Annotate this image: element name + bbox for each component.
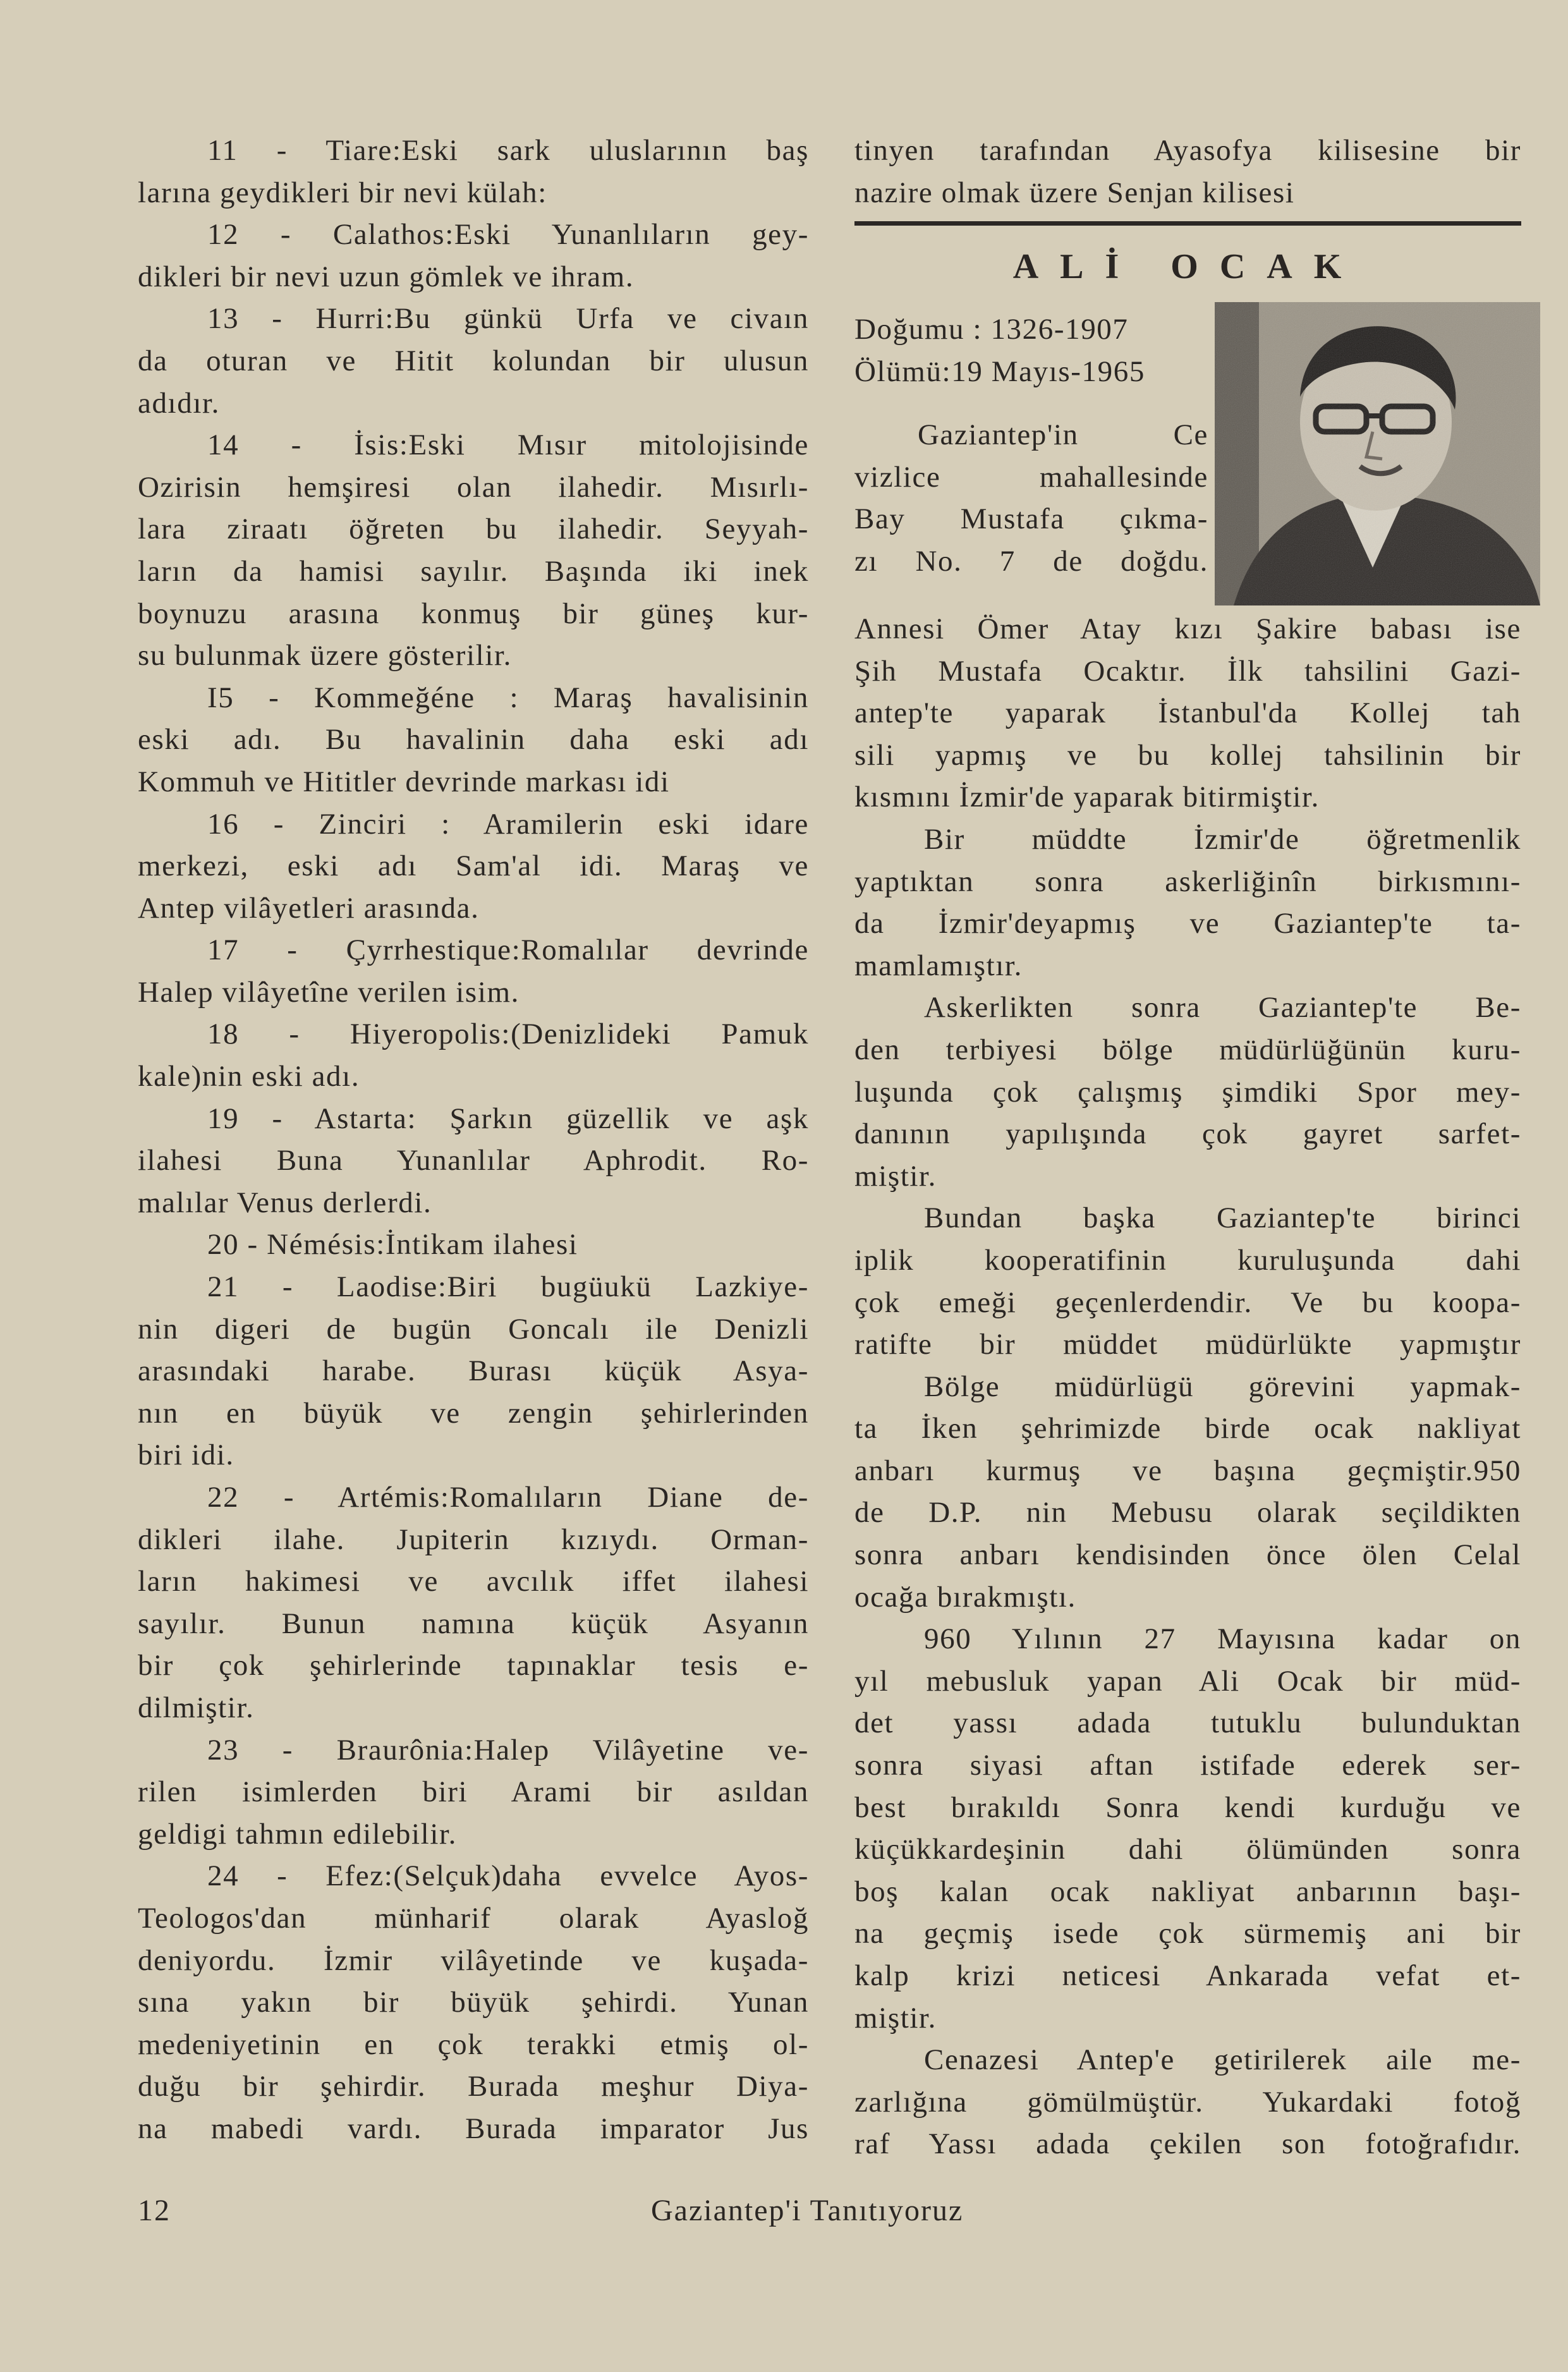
text-line: tinyen tarafından Ayasofya kilisesine bir [854, 134, 1521, 167]
text-line: boş kalan ocak nakliyat anbarının başı- [854, 1875, 1521, 1908]
portrait-photo [1215, 302, 1540, 605]
text-line: ratifte bir müddet müdürlükte yapmıştır [854, 1328, 1521, 1361]
text-line: Annesi Ömer Atay kızı Şakire babası ise [854, 612, 1521, 645]
text-line: deniyordu. İzmir vilâyetinde ve kuşada- [138, 1943, 809, 1977]
text-line: geldigi tahmın edilebilir. [138, 1817, 457, 1851]
text-line: 12 - Calathos:Eski Yunanlıların gey- [207, 218, 809, 252]
text-line: 16 - Zinciri : Aramilerin eski idare [207, 807, 809, 841]
section-divider [854, 221, 1521, 226]
text-line: ların da hamisi sayılır. Başında iki inek [138, 554, 809, 588]
text-line: yıl mebusluk yapan Ali Ocak bir müd- [854, 1664, 1521, 1698]
text-line: de D.P. nin Mebusu olarak seçildikten [854, 1496, 1521, 1530]
text-line: iplik kooperatifinin kuruluşunda dahi [854, 1243, 1521, 1277]
text-line: kalp krizi neticesi Ankarada vefat et- [854, 1959, 1521, 1992]
text-line: den terbiyesi bölge müdürlüğünün kuru- [854, 1033, 1521, 1066]
text-line: dikleri ilahe. Jupiterin kızıydı. Orman- [138, 1523, 809, 1556]
text-line: 19 - Astarta: Şarkın güzellik ve aşk [207, 1102, 809, 1135]
text-line: best bırakıldı Sonra kendi kurduğu ve [854, 1791, 1521, 1824]
text-line: 21 - Laodise:Biri bugüukü Lazkiye- [207, 1270, 809, 1304]
death-date: Ölümü:19 Mayıs-1965 [854, 355, 1145, 388]
page-number: 12 [138, 2194, 171, 2227]
text-line: larına geydikleri bir nevi külah: [138, 176, 547, 209]
text-line: ocağa bırakmıştı. [854, 1580, 1076, 1614]
text-line: dikleri bir nevi uzun gömlek ve ihram. [138, 260, 635, 293]
text-line: 18 - Hiyeropolis:(Denizlideki Pamuk [207, 1018, 809, 1051]
text-line: 13 - Hurri:Bu günkü Urfa ve civaın [207, 302, 809, 336]
text-line: eski adı. Bu havalinin daha eski adı [138, 723, 809, 757]
text-line: Bay Mustafa çıkma- [854, 502, 1208, 536]
text-line: malılar Venus derlerdi. [138, 1186, 432, 1219]
text-line: 17 - Çyrrhestique:Romalılar devrinde [207, 934, 809, 967]
text-line: ların hakimesi ve avcılık iffet ilahesi [138, 1565, 809, 1598]
text-line: 23 - Braurônia:Halep Vilâyetine ve- [207, 1733, 809, 1767]
text-line: da oturan ve Hitit kolundan bir ulusun [138, 344, 809, 377]
text-line: ilahesi Buna Yunanlılar Aphrodit. Ro- [138, 1144, 809, 1177]
text-line: Bölge müdürlügü görevini yapmak- [924, 1370, 1521, 1403]
text-line: sonra siyasi aftan istifade ederek ser- [854, 1749, 1521, 1782]
text-line: zarlığına gömülmüştür. Yukardaki fotoğ [854, 2085, 1521, 2119]
text-line: 22 - Artémis:Romalıların Diane de- [207, 1481, 809, 1514]
text-line: nin digeri de bugün Goncalı ile Denizli [138, 1312, 809, 1346]
text-line: miştir. [854, 2001, 937, 2034]
text-line: küçükkardeşinin dahi ölümünden sonra [854, 1833, 1521, 1866]
text-line: Halep vilâyetîne verilen isim. [138, 975, 520, 1009]
text-line: Bundan başka Gaziantep'te birinci [924, 1201, 1521, 1235]
text-line: rilen isimlerden biri Arami bir asıldan [138, 1775, 809, 1809]
portrait-image [1215, 302, 1540, 605]
text-line: anbarı kurmuş ve başına geçmiştir.950 [854, 1454, 1521, 1487]
text-line: Cenazesi Antep'e getirilerek aile me- [924, 2043, 1521, 2077]
text-line: sonra anbarı kendisinden önce ölen Celal [854, 1538, 1521, 1572]
article-heading: ALİ OCAK [1012, 247, 1363, 286]
text-line: sili yapmış ve bu kollej tahsilinin bir [854, 738, 1521, 772]
text-line: 24 - Efez:(Selçuk)daha evvelce Ayos- [207, 1859, 809, 1893]
text-line: 14 - İsis:Eski Mısır mitolojisinde [207, 429, 809, 462]
text-line: merkezi, eski adı Sam'al idi. Maraş ve [138, 849, 809, 883]
text-line: bir çok şehirlerinde tapınaklar tesis e- [138, 1649, 809, 1682]
text-line: su bulunmak üzere gösterilir. [138, 639, 512, 672]
text-line: det yassı adada tutuklu bulunduktan [854, 1706, 1521, 1740]
text-line: sına yakın bir büyük şehirdi. Yunan [138, 1986, 809, 2019]
text-line: Antep vilâyetleri arasında. [138, 891, 480, 925]
text-line: çok emeği geçenlerdendir. Ve bu koopa- [854, 1286, 1521, 1319]
text-line: medeniyetinin en çok terakki etmiş ol- [138, 2028, 809, 2061]
birth-date: Doğumu : 1326-1907 [854, 313, 1129, 346]
text-line: na geçmiş isede çok sürmemiş ani bir [854, 1917, 1521, 1950]
text-line: kale)nin eski adı. [138, 1060, 360, 1093]
text-line: yaptıktan sonra askerliğinîn birkısmını- [854, 865, 1521, 898]
text-line: Askerlikten sonra Gaziantep'te Be- [924, 991, 1521, 1025]
text-line: mamlamıştır. [854, 949, 1023, 982]
text-line: miştir. [854, 1159, 937, 1193]
text-line: Bir müddte İzmir'de öğretmenlik [924, 822, 1521, 856]
text-line: nın en büyük ve zengin şehirlerinden [138, 1396, 809, 1430]
text-line: biri idi. [138, 1438, 234, 1472]
text-line: luşunda çok çalışmış şimdiki Spor mey- [854, 1075, 1521, 1109]
text-line: lara ziraatı öğreten bu ilahedir. Seyyah- [138, 513, 809, 546]
bio-box [854, 308, 1208, 583]
right-column-bio-text [854, 608, 1521, 2165]
text-line: 20 - Némésis:İntikam ilahesi [207, 1228, 578, 1262]
text-line: na mabedi vardı. Burada imparator Jus [138, 2112, 809, 2145]
text-line: adıdır. [138, 386, 220, 420]
text-line: Gaziantep'in Ce [918, 418, 1208, 452]
text-line: ta İken şehrimizde birde ocak nakliyat [854, 1412, 1521, 1445]
text-line: sayılır. Bunun namına küçük Asyanın [138, 1607, 809, 1640]
text-line: Şih Mustafa Ocaktır. İlk tahsilini Gazi- [854, 654, 1521, 688]
text-line: Teologos'dan münharif olarak Ayasloğ [138, 1901, 809, 1935]
text-line: antep'te yaparak İstanbul'da Kollej tah [854, 696, 1521, 730]
right-column-top [854, 130, 1521, 214]
left-column [138, 130, 809, 2150]
text-line: Kommuh ve Hititler devrinde markası idi [138, 765, 670, 798]
text-line: zı No. 7 de doğdu. [854, 544, 1208, 578]
text-line: 960 Yılının 27 Mayısına kadar on [924, 1622, 1521, 1656]
text-line: kısmını İzmir'de yaparak bitirmiştir. [854, 781, 1320, 814]
text-line: boynuzu arasına konmuş bir güneş kur- [138, 597, 809, 630]
text-line: dilmiştir. [138, 1691, 255, 1724]
text-line: 11 - Tiare:Eski sark uluslarının baş [207, 134, 809, 167]
text-line: Ozirisin hemşiresi olan ilahedir. Mısırlı- [138, 470, 809, 504]
text-line: I5 - Kommeğéne : Maraş havalisinin [207, 681, 809, 714]
text-line: danının yapılışında çok gayret sarfet- [854, 1117, 1521, 1151]
text-line: raf Yassı adada çekilen son fotoğrafıdır. [854, 2127, 1521, 2161]
publication-title: Gaziantep'i Tanıtıyoruz [651, 2194, 964, 2227]
text-line: nazire olmak üzere Senjan kilisesi [854, 176, 1295, 209]
text-line: arasındaki harabe. Burası küçük Asya- [138, 1354, 809, 1388]
text-line: duğu bir şehirdir. Burada meşhur Diya- [138, 2070, 809, 2103]
text-line: da İzmir'deyapmış ve Gaziantep'te ta- [854, 907, 1521, 940]
text-line: vizlice mahallesinde [854, 460, 1208, 494]
bio-intro [854, 414, 1208, 582]
